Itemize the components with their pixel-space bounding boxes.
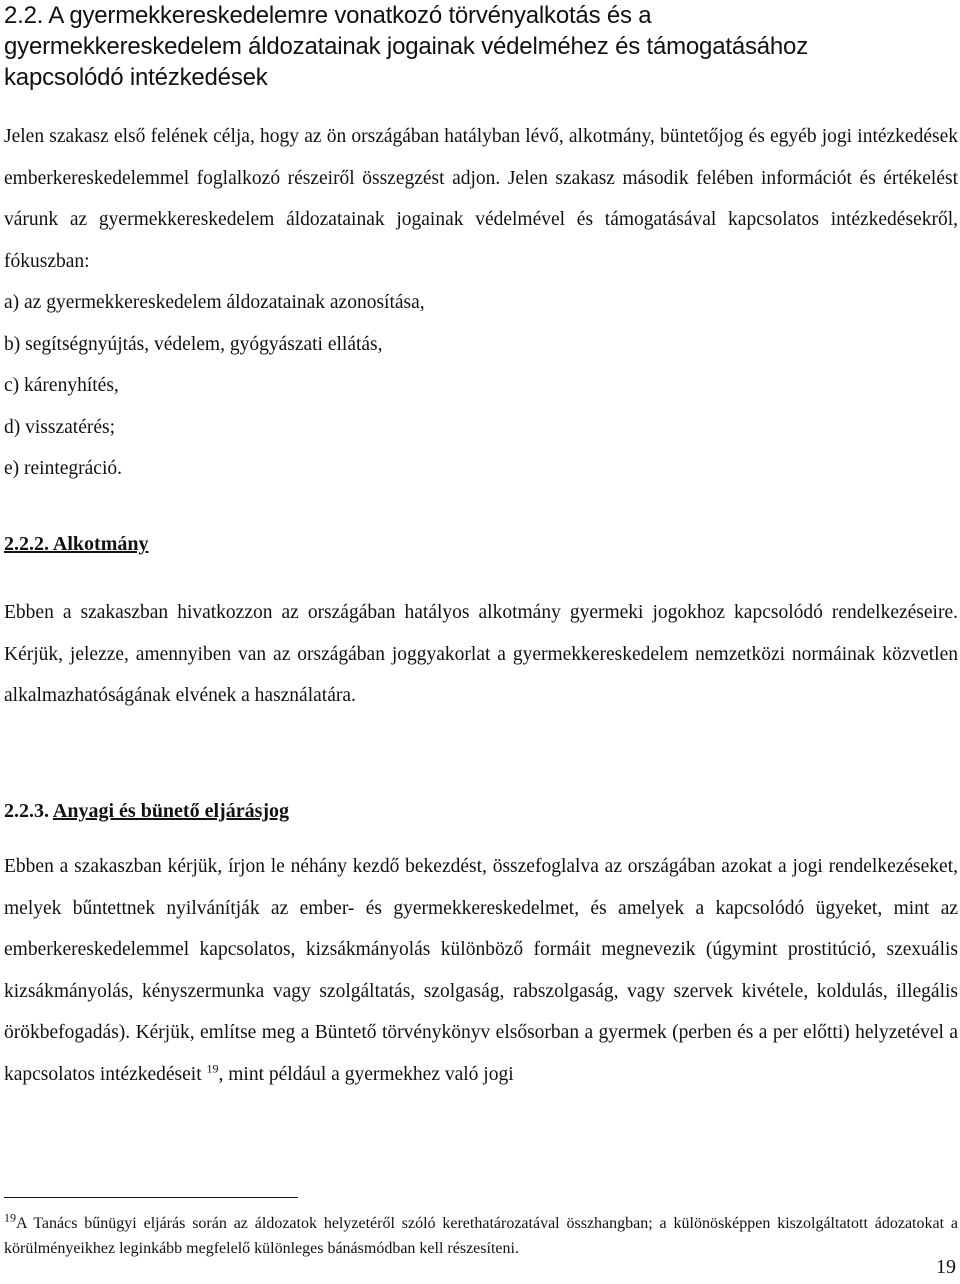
footnote-text: A Tanács bűnügyi eljárás során az áldozatok helyzetéről szóló kerethatározatával összhangban; a különösképpen kiszolgáltatott ádozatokat a körülményeikhez leginkább megfelelő különleges bánásmódban kell részesíteni. (4, 1215, 958, 1257)
focus-list (4, 282, 958, 490)
list-item: c) kárenyhítés, (4, 375, 119, 396)
heading-line-2: gyermekkereskedelem áldozatainak jogainak védelméhez és támogatásához (4, 33, 809, 60)
list-item: d) visszatérés; (4, 416, 116, 438)
subheading-title: Alkotmány (52, 533, 149, 555)
section-heading-2-2 (4, 0, 958, 93)
subheading-number: 2.2.3. (4, 800, 49, 822)
footnote-reference: 19 (206, 1061, 219, 1075)
constitution-paragraph: Ebben a szakaszban hivatkozzon az országában hatályos alkotmány gyermeki jogokhoz kapcsolódó rendelkezéseire. Kérjük, jelezze, amennyiben van az országában joggyakorlat a gyermekkereskedelem nemzetközi normáinak közvetlen alkalmazhatóságának elvének a használatára. (4, 602, 958, 706)
heading-line-3: kapcsolódó intézkedések (4, 64, 268, 91)
intro-paragraph: Jelen szakasz első felének célja, hogy az ön országában hatályban lévő, alkotmány, büntetőjog és egyéb jogi intézkedések emberkereskedelemmel foglalkozó részeiről összegzést adjon. Jelen szakasz második felében információt és értékelést várunk az gyermekkereskedelem áldozatainak jogainak védelmével és támogatásával kapcsolatos intézkedésekről, fókuszban: (4, 126, 958, 272)
page-number: 19 (936, 1256, 956, 1278)
footnote-separator (4, 1197, 298, 1198)
footnote (4, 1211, 958, 1261)
heading-line-1: 2.2. A gyermekkereskedelemre vonatkozó törvényalkotás és a (4, 2, 652, 29)
list-item: a) az gyermekkereskedelem áldozatainak azonosítása, (4, 292, 425, 313)
subheading-2-2-2 (4, 530, 958, 558)
criminal-law-text-continued: , mint például a gyermekhez való jogi (218, 1063, 514, 1085)
criminal-law-paragraph (4, 846, 958, 1095)
list-item: e) reintegráció. (4, 458, 123, 479)
criminal-law-text: Ebben a szakaszban kérjük, írjon le néhány kezdő bekezdést, összefoglalva az országában azokat a jogi rendelkezéseket, melyek bűntettnek nyilvánítják az ember- és gyermekkereskedelmet, és amelyek a kapcsolódó ügyeket, mint az emberkereskedelemmel kapcsolatos, kizsákmányolás különböző formáit megnevezik (úgymint prostitúció, szexuális kizsákmányolás, kényszermunka vagy szolgáltatás, szolgaság, rabszolgaság, vagy szervek kivétele, koldulás, illegális örökbefogadás). Kérjük, említse meg a Büntető törvénykönyv elsősorban a gyermek (perben és a per előtti) helyzetével a kapcsolatos intézkedéseit (4, 856, 958, 1085)
list-item: b) segítségnyújtás, védelem, gyógyászati ellátás, (4, 333, 383, 355)
footnote-mark: 19 (4, 1210, 16, 1225)
subheading-title: Anyagi és bünető eljárásjog (52, 800, 290, 822)
subheading-2-2-3 (4, 797, 958, 825)
subheading-number: 2.2.2. (4, 533, 49, 555)
